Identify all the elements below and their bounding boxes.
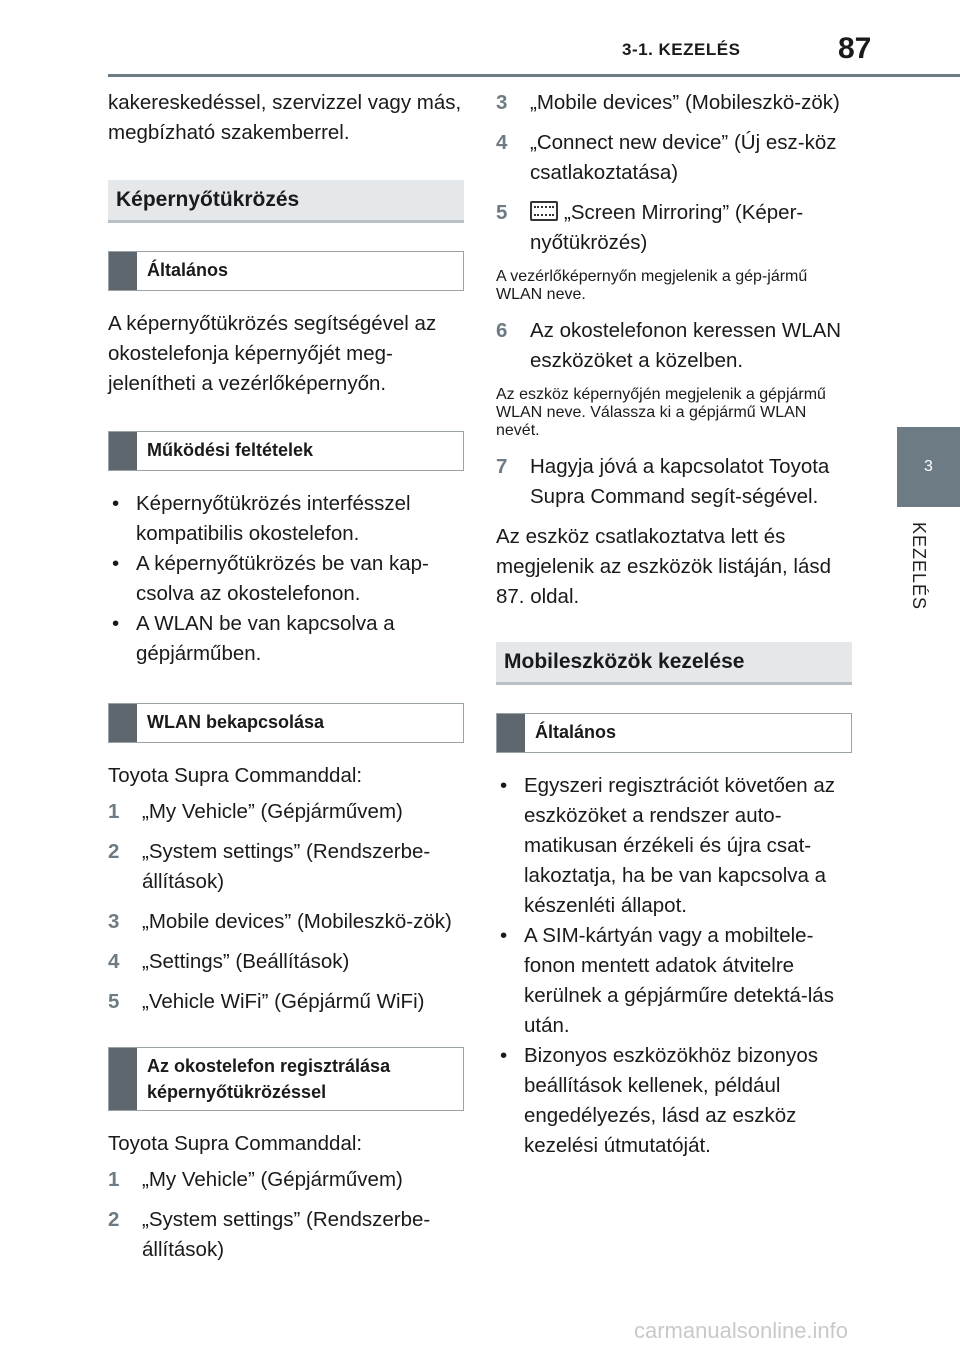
section-heading-mobile: Mobileszközök kezelése: [496, 642, 852, 685]
step-item: 7 Hagyja jóvá a kapcsolatot Toyota Supra Command segít-ségével.: [496, 455, 830, 508]
intro-text: kakereskedéssel, szervizzel vagy más, megbízható szakemberrel.: [108, 91, 462, 144]
subheading-conditions-label: Működési feltételek: [147, 440, 314, 460]
header-rule: [108, 74, 960, 77]
list-item: • A képernyőtükrözés be van kap-csolva az okostelefonon.: [112, 552, 429, 605]
subheading-general-label: Általános: [535, 722, 617, 742]
chapter-label: KEZELÉS: [909, 522, 929, 611]
general-list: [496, 771, 852, 1161]
list-item: • Egyszeri regisztrációt követően az eszközöket a rendszer auto-matikusan érzékeli és újra csat-lakoztatja, ha be van kapcsolva a készenléti állapot.: [500, 774, 836, 917]
list-item: • Bizonyos eszközökhöz bizonyos beállítások kellenek, például engedélyezés, lásd az eszköz kezelési útmutatóját.: [500, 1044, 818, 1157]
chapter-tab: 3: [897, 427, 960, 507]
step-item: 3 „Mobile devices” (Mobileszkö-zök): [108, 910, 452, 933]
page-number: 87: [838, 32, 872, 65]
step-item: 5 „Vehicle WiFi” (Gépjármű WiFi): [108, 990, 425, 1013]
step-item: 2 „System settings” (Rendszerbe-állítások): [108, 1208, 431, 1261]
result-text: Az eszköz csatlakoztatva lett és megjelenik az eszközök listáján, lásd 87. oldal.: [496, 525, 831, 608]
note-text: A vezérlőképernyőn megjelenik a gép-jármű WLAN neve.: [496, 268, 808, 303]
list-item: • A SIM-kártyán vagy a mobiltele-fonon mentett adatok átvitelre kerülnek a gépjárműre detektá-lás után.: [500, 924, 834, 1037]
subheading-wlan-label: WLAN bekapcsolása: [147, 712, 325, 732]
left-column: [108, 88, 464, 1275]
step-item: 2 „System settings” (Rendszerbe-állítások): [108, 840, 431, 893]
section-heading-mirroring: Képernyőtükrözés: [108, 180, 464, 223]
section-title: 3-1. KEZELÉS: [622, 40, 741, 59]
subheading-wlan: [108, 703, 464, 743]
subheading-general-label: Általános: [147, 260, 229, 280]
step-item: 5 „Screen Mirroring” (Képer-nyőtükrözés): [496, 201, 804, 254]
list-item: • A WLAN be van kapcsolva a gépjárműben.: [112, 612, 395, 665]
step-item: 3 „Mobile devices” (Mobileszkö-zök): [496, 91, 840, 114]
subheading-register: [108, 1047, 464, 1111]
step-item: 4 „Connect new device” (Új esz-köz csatlakoztatása): [496, 131, 837, 184]
general-text: A képernyőtükrözés segítségével az okostelefonja képernyőjét meg-jelenítheti a vezérlőképernyőn.: [108, 312, 437, 395]
watermark: carmanualsonline.info: [634, 1318, 849, 1343]
screen-mirroring-icon: [530, 201, 558, 221]
step-item: 4 „Settings” (Beállítások): [108, 950, 350, 973]
wlan-intro: Toyota Supra Commanddal:: [108, 764, 363, 787]
subheading-general: [496, 713, 852, 753]
subheading-register-label: Az okostelefon regisztrálása képernyőtükrözéssel: [147, 1056, 391, 1102]
step-item: 1 „My Vehicle” (Gépjárművem): [108, 800, 403, 823]
step-item: 1 „My Vehicle” (Gépjárművem): [108, 1168, 403, 1191]
register-intro: Toyota Supra Commanddal:: [108, 1132, 363, 1155]
subheading-general: [108, 251, 464, 291]
note-text: Az eszköz képernyőjén megjelenik a gépjármű WLAN neve. Válassza ki a gépjármű WLAN nevét.: [496, 386, 826, 439]
right-column: [496, 88, 852, 1181]
conditions-list: [108, 489, 464, 669]
list-item: • Képernyőtükrözés interfésszel kompatibilis okostelefon.: [112, 492, 411, 545]
step-item: 6 Az okostelefonon keressen WLAN eszközöket a közelben.: [496, 319, 842, 372]
subheading-conditions: [108, 431, 464, 471]
